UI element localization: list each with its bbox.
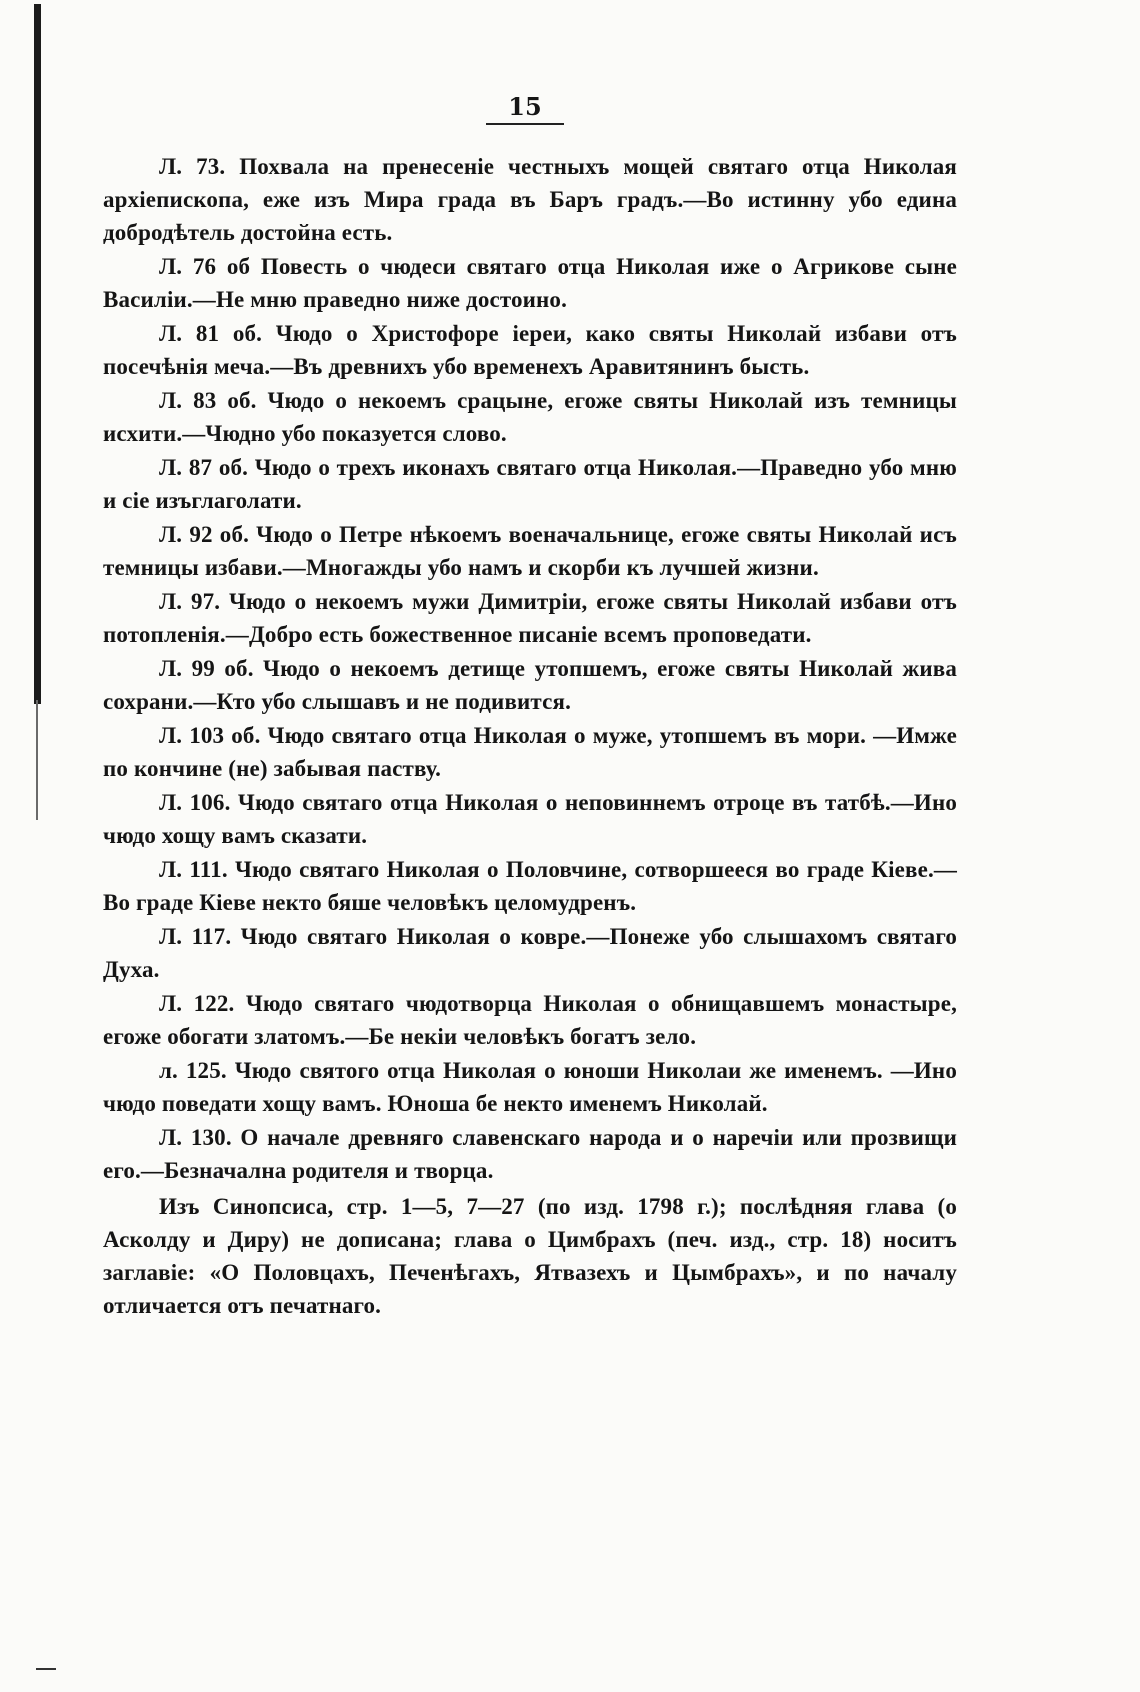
entry-l76: Л. 76 об Повесть о чюдеси святаго отца Николая иже о Агрикове сыне Василіи.—Не мню праведно ниже достоино. [103,254,957,312]
entry-l87: Л. 87 об. Чюдо о трехъ иконахъ святаго отца Николая.—Праведно убо мню и сіе изъглаголати. [103,455,957,513]
entry-l83: Л. 83 об. Чюдо о некоемъ срацыне, егоже святы Николай изъ темницы исхити.—Чюдно убо показуется слово. [103,388,957,446]
entry-l103: Л. 103 об. Чюдо святаго отца Николая о муже, утопшемъ въ мори. —Имже по кончине (не) забывая паству. [103,723,957,781]
binding-edge [34,4,41,704]
page-number: 15 [486,92,564,125]
binding-edge-thin [36,700,38,820]
entry-l111: Л. 111. Чюдо святаго Николая о Половчине, сотворшееся во граде Кіеве.—Во граде Кіеве некто бяше человѣкъ целомудренъ. [103,857,957,915]
entry-l106: Л. 106. Чюдо святаго отца Николая о неповиннемъ отроце въ татбѣ.—Ино чюдо хощу вамъ сказати. [103,790,957,848]
text-block [103,150,957,1323]
entry-l130: Л. 130. О начале древняго славенскаго народа и о наречіи или прозвищи его.—Безначална родителя и творца. [103,1125,957,1183]
corner-mark [36,1668,56,1670]
synopsis-note: Изъ Синопсиса, стр. 1—5, 7—27 (по изд. 1798 г.); послѣдняя глава (о Асколду и Диру) не дописана; глава о Цимбрахъ (печ. изд., стр. 18) носитъ заглавіе: «О Половцахъ, Печенѣгахъ, Ятвазехъ и Цымбрахъ», и по началу отличается отъ печатнаго. [103,1194,957,1318]
entry-l92: Л. 92 об. Чюдо о Петре нѣкоемъ военачальнице, егоже святы Николай исъ темницы избави.—Многажды убо намъ и скорби къ лучшей жизни. [103,522,957,580]
entry-l73: Л. 73. Похвала на пренесеніе честныхъ мощей святаго отца Николая архіепископа, еже изъ Мира града въ Баръ градъ.—Во истинну убо едина добродѣтель достойна есть. [103,154,957,245]
entry-l97: Л. 97. Чюдо о некоемъ мужи Димитріи, егоже святы Николай избави отъ потопленія.—Добро есть божественное писаніе всемъ проповедати. [103,589,957,647]
entry-l81: Л. 81 об. Чюдо о Христофоре іереи, како святы Николай избави отъ посечѣнія меча.—Въ древнихъ убо временехъ Аравитянинъ бысть. [103,321,957,379]
entry-l99: Л. 99 об. Чюдо о некоемъ детище утопшемъ, егоже святы Николай жива сохрани.—Кто убо слышавъ и не подивится. [103,656,957,714]
entry-l125: л. 125. Чюдо святого отца Николая о юноши Николаи же именемъ. —Ино чюдо поведати хощу вамъ. Юноша бе некто именемъ Николай. [103,1058,957,1116]
entry-l117: Л. 117. Чюдо святаго Николая о ковре.—Понеже убо слышахомъ святаго Духа. [103,924,957,982]
entry-l122: Л. 122. Чюдо святаго чюдотворца Николая о обнищавшемъ монастыре, егоже обогати златомъ.—Бе некіи человѣкъ богатъ зело. [103,991,957,1049]
